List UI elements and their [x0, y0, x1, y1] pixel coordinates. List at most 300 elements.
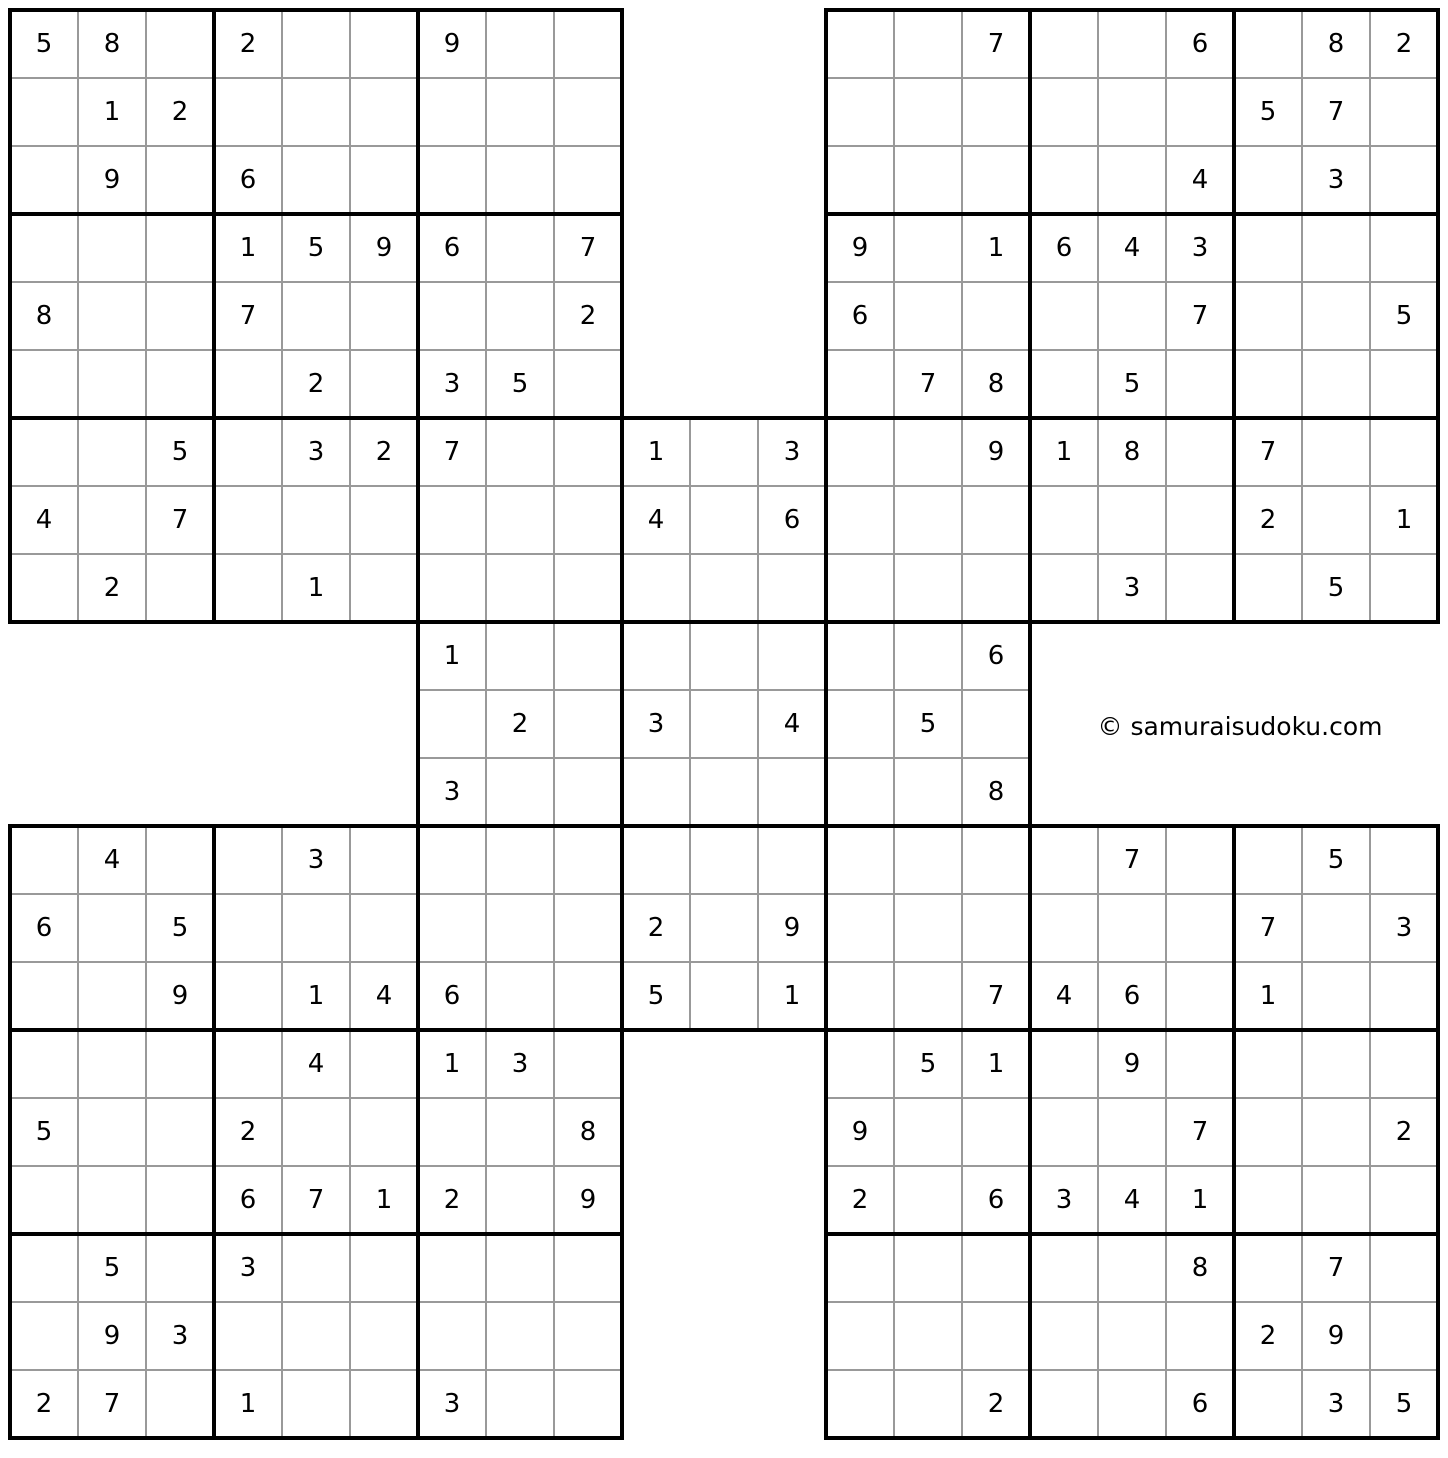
- empty-cell[interactable]: [554, 622, 622, 690]
- empty-cell[interactable]: [350, 1302, 418, 1370]
- empty-cell[interactable]: [758, 758, 826, 826]
- empty-cell[interactable]: [554, 1370, 622, 1438]
- given-digit-cell: 2: [1395, 29, 1413, 59]
- empty-cell[interactable]: [962, 554, 1030, 622]
- given-digit-cell: 7: [307, 1185, 325, 1215]
- empty-cell[interactable]: [894, 622, 962, 690]
- empty-cell[interactable]: [282, 282, 350, 350]
- empty-cell[interactable]: [1030, 350, 1098, 418]
- empty-cell[interactable]: [1370, 1166, 1438, 1234]
- empty-cell[interactable]: [282, 10, 350, 78]
- empty-cell[interactable]: [282, 486, 350, 554]
- given-digit-cell: 2: [443, 1185, 461, 1215]
- empty-cell[interactable]: [146, 1098, 214, 1166]
- empty-cell[interactable]: [1234, 214, 1302, 282]
- empty-cell[interactable]: [622, 554, 690, 622]
- empty-cell[interactable]: [962, 1234, 1030, 1302]
- empty-cell[interactable]: [1234, 1098, 1302, 1166]
- empty-cell[interactable]: [78, 214, 146, 282]
- empty-cell[interactable]: [1370, 418, 1438, 486]
- given-digit-cell: 1: [987, 1049, 1005, 1079]
- empty-cell[interactable]: [554, 486, 622, 554]
- empty-cell[interactable]: [554, 146, 622, 214]
- empty-cell[interactable]: [826, 1030, 894, 1098]
- empty-cell[interactable]: [1234, 1234, 1302, 1302]
- given-digit-cell: 3: [443, 1389, 461, 1419]
- empty-cell[interactable]: [962, 826, 1030, 894]
- empty-cell[interactable]: [962, 146, 1030, 214]
- empty-cell[interactable]: [214, 554, 282, 622]
- given-digit-cell: 4: [307, 1049, 325, 1079]
- empty-cell[interactable]: [146, 146, 214, 214]
- empty-cell[interactable]: [894, 1302, 962, 1370]
- empty-cell[interactable]: [418, 486, 486, 554]
- empty-cell[interactable]: [282, 894, 350, 962]
- empty-cell[interactable]: [894, 826, 962, 894]
- given-digit-cell: 3: [1327, 165, 1345, 195]
- empty-cell[interactable]: [1370, 962, 1438, 1030]
- given-digit-cell: 6: [443, 233, 461, 263]
- empty-cell[interactable]: [1370, 1030, 1438, 1098]
- given-digit-cell: 2: [647, 913, 665, 943]
- given-digit-cell: 5: [1395, 301, 1413, 331]
- empty-cell[interactable]: [1166, 962, 1234, 1030]
- empty-cell[interactable]: [690, 486, 758, 554]
- empty-cell[interactable]: [894, 214, 962, 282]
- given-digit-cell: 2: [35, 1389, 53, 1419]
- empty-cell[interactable]: [350, 554, 418, 622]
- empty-cell[interactable]: [146, 282, 214, 350]
- empty-cell[interactable]: [282, 1234, 350, 1302]
- empty-cell[interactable]: [894, 1166, 962, 1234]
- empty-cell[interactable]: [1302, 214, 1370, 282]
- empty-cell[interactable]: [418, 1098, 486, 1166]
- empty-cell[interactable]: [1098, 1302, 1166, 1370]
- empty-cell[interactable]: [10, 418, 78, 486]
- empty-cell[interactable]: [214, 826, 282, 894]
- empty-cell[interactable]: [282, 1098, 350, 1166]
- empty-cell[interactable]: [1234, 1166, 1302, 1234]
- empty-cell[interactable]: [826, 554, 894, 622]
- empty-cell[interactable]: [1370, 1234, 1438, 1302]
- empty-cell[interactable]: [1030, 146, 1098, 214]
- given-digit-cell: 3: [171, 1321, 189, 1351]
- given-digit-cell: 9: [851, 1117, 869, 1147]
- empty-cell[interactable]: [350, 146, 418, 214]
- empty-cell[interactable]: [690, 894, 758, 962]
- empty-cell[interactable]: [1234, 826, 1302, 894]
- empty-cell[interactable]: [1030, 282, 1098, 350]
- given-digit-cell: 2: [1395, 1117, 1413, 1147]
- given-digit-cell: 9: [579, 1185, 597, 1215]
- empty-cell[interactable]: [78, 1098, 146, 1166]
- empty-cell[interactable]: [690, 962, 758, 1030]
- empty-cell[interactable]: [690, 418, 758, 486]
- empty-cell[interactable]: [894, 758, 962, 826]
- given-digit-cell: 9: [1123, 1049, 1141, 1079]
- given-digit-cell: 2: [103, 573, 121, 603]
- given-digit-cell: 5: [647, 981, 665, 1011]
- empty-cell[interactable]: [486, 486, 554, 554]
- empty-cell[interactable]: [1166, 350, 1234, 418]
- empty-cell[interactable]: [10, 1030, 78, 1098]
- empty-cell[interactable]: [826, 146, 894, 214]
- empty-cell[interactable]: [1166, 78, 1234, 146]
- empty-cell[interactable]: [78, 282, 146, 350]
- empty-cell[interactable]: [1030, 78, 1098, 146]
- empty-cell[interactable]: [78, 350, 146, 418]
- empty-cell[interactable]: [1370, 1302, 1438, 1370]
- empty-cell[interactable]: [350, 1030, 418, 1098]
- empty-cell[interactable]: [894, 486, 962, 554]
- empty-cell[interactable]: [486, 1098, 554, 1166]
- given-digit-cell: 9: [103, 1321, 121, 1351]
- given-digit-cell: 2: [987, 1389, 1005, 1419]
- given-digit-cell: 9: [103, 165, 121, 195]
- empty-cell[interactable]: [146, 1370, 214, 1438]
- empty-cell[interactable]: [418, 1302, 486, 1370]
- empty-cell[interactable]: [1166, 1030, 1234, 1098]
- empty-cell[interactable]: [1370, 146, 1438, 214]
- empty-cell[interactable]: [1370, 78, 1438, 146]
- empty-cell[interactable]: [350, 350, 418, 418]
- given-digit-cell: 7: [919, 369, 937, 399]
- empty-cell[interactable]: [1098, 486, 1166, 554]
- empty-cell[interactable]: [554, 554, 622, 622]
- empty-cell[interactable]: [1030, 1098, 1098, 1166]
- given-digit-cell: 3: [1327, 1389, 1345, 1419]
- empty-cell[interactable]: [1030, 554, 1098, 622]
- given-digit-cell: 6: [1191, 29, 1209, 59]
- given-digit-cell: 4: [1055, 981, 1073, 1011]
- empty-cell[interactable]: [554, 894, 622, 962]
- empty-cell[interactable]: [554, 826, 622, 894]
- empty-cell[interactable]: [826, 962, 894, 1030]
- empty-cell[interactable]: [962, 1302, 1030, 1370]
- empty-cell[interactable]: [1098, 146, 1166, 214]
- empty-cell[interactable]: [10, 350, 78, 418]
- empty-cell[interactable]: [1302, 418, 1370, 486]
- empty-cell[interactable]: [894, 1098, 962, 1166]
- empty-cell[interactable]: [1166, 894, 1234, 962]
- given-digit-cell: 3: [1123, 573, 1141, 603]
- empty-cell[interactable]: [486, 78, 554, 146]
- empty-cell[interactable]: [1030, 486, 1098, 554]
- empty-cell[interactable]: [894, 1370, 962, 1438]
- empty-cell[interactable]: [894, 1234, 962, 1302]
- empty-cell[interactable]: [282, 146, 350, 214]
- given-digit-cell: 2: [579, 301, 597, 331]
- empty-cell[interactable]: [10, 1166, 78, 1234]
- empty-cell[interactable]: [1302, 350, 1370, 418]
- empty-cell[interactable]: [350, 282, 418, 350]
- empty-cell[interactable]: [1030, 894, 1098, 962]
- empty-cell[interactable]: [146, 554, 214, 622]
- empty-cell[interactable]: [10, 826, 78, 894]
- empty-cell[interactable]: [554, 350, 622, 418]
- empty-cell[interactable]: [214, 486, 282, 554]
- empty-cell[interactable]: [962, 282, 1030, 350]
- empty-cell[interactable]: [894, 554, 962, 622]
- given-digit-cell: 3: [443, 369, 461, 399]
- empty-cell[interactable]: [622, 758, 690, 826]
- given-digit-cell: 1: [307, 573, 325, 603]
- given-digit-cell: 1: [239, 233, 257, 263]
- empty-cell[interactable]: [350, 78, 418, 146]
- empty-cell[interactable]: [554, 758, 622, 826]
- empty-cell[interactable]: [486, 214, 554, 282]
- empty-cell[interactable]: [10, 1302, 78, 1370]
- empty-cell[interactable]: [146, 214, 214, 282]
- empty-cell[interactable]: [350, 10, 418, 78]
- empty-cell[interactable]: [1030, 1370, 1098, 1438]
- empty-cell[interactable]: [554, 1302, 622, 1370]
- empty-cell[interactable]: [486, 1234, 554, 1302]
- empty-cell[interactable]: [282, 1302, 350, 1370]
- empty-cell[interactable]: [894, 78, 962, 146]
- empty-cell[interactable]: [350, 1370, 418, 1438]
- given-digit-cell: 8: [103, 29, 121, 59]
- empty-cell[interactable]: [146, 1166, 214, 1234]
- empty-cell[interactable]: [350, 486, 418, 554]
- empty-cell[interactable]: [1302, 282, 1370, 350]
- empty-cell[interactable]: [826, 78, 894, 146]
- given-digit-cell: 7: [1123, 845, 1141, 875]
- empty-cell[interactable]: [418, 826, 486, 894]
- empty-cell[interactable]: [486, 1370, 554, 1438]
- empty-cell[interactable]: [826, 894, 894, 962]
- empty-cell[interactable]: [1302, 486, 1370, 554]
- empty-cell[interactable]: [10, 78, 78, 146]
- empty-cell[interactable]: [214, 78, 282, 146]
- empty-cell[interactable]: [1098, 1370, 1166, 1438]
- given-digit-cell: 7: [239, 301, 257, 331]
- empty-cell[interactable]: [1166, 418, 1234, 486]
- given-digit-cell: 8: [579, 1117, 597, 1147]
- empty-cell[interactable]: [962, 78, 1030, 146]
- empty-cell[interactable]: [78, 894, 146, 962]
- empty-cell[interactable]: [826, 418, 894, 486]
- given-digit-cell: 5: [1123, 369, 1141, 399]
- empty-cell[interactable]: [690, 690, 758, 758]
- given-digit-cell: 2: [375, 437, 393, 467]
- empty-cell[interactable]: [1166, 486, 1234, 554]
- empty-cell[interactable]: [826, 350, 894, 418]
- empty-cell[interactable]: [214, 1030, 282, 1098]
- empty-cell[interactable]: [554, 1234, 622, 1302]
- empty-cell[interactable]: [1370, 350, 1438, 418]
- empty-cell[interactable]: [826, 1370, 894, 1438]
- empty-cell[interactable]: [758, 826, 826, 894]
- empty-cell[interactable]: [486, 1166, 554, 1234]
- given-digit-cell: 6: [1123, 981, 1141, 1011]
- empty-cell[interactable]: [1302, 1166, 1370, 1234]
- empty-cell[interactable]: [146, 350, 214, 418]
- empty-cell[interactable]: [826, 1234, 894, 1302]
- empty-cell[interactable]: [1234, 282, 1302, 350]
- empty-cell[interactable]: [78, 1030, 146, 1098]
- empty-cell[interactable]: [690, 622, 758, 690]
- empty-cell[interactable]: [10, 146, 78, 214]
- empty-cell[interactable]: [418, 78, 486, 146]
- empty-cell[interactable]: [418, 282, 486, 350]
- empty-cell[interactable]: [622, 622, 690, 690]
- empty-cell[interactable]: [1234, 10, 1302, 78]
- empty-cell[interactable]: [486, 418, 554, 486]
- empty-cell[interactable]: [78, 962, 146, 1030]
- given-digit-cell: 8: [1191, 1253, 1209, 1283]
- empty-cell[interactable]: [962, 690, 1030, 758]
- empty-cell[interactable]: [826, 622, 894, 690]
- empty-cell[interactable]: [894, 10, 962, 78]
- empty-cell[interactable]: [1166, 1302, 1234, 1370]
- empty-cell[interactable]: [10, 1234, 78, 1302]
- empty-cell[interactable]: [622, 826, 690, 894]
- empty-cell[interactable]: [1098, 1098, 1166, 1166]
- empty-cell[interactable]: [418, 1234, 486, 1302]
- empty-cell[interactable]: [1302, 1098, 1370, 1166]
- given-digit-cell: 7: [443, 437, 461, 467]
- empty-cell[interactable]: [690, 758, 758, 826]
- empty-cell[interactable]: [486, 146, 554, 214]
- empty-cell[interactable]: [1302, 1030, 1370, 1098]
- empty-cell[interactable]: [418, 554, 486, 622]
- empty-cell[interactable]: [486, 282, 554, 350]
- given-digit-cell: 5: [171, 913, 189, 943]
- empty-cell[interactable]: [1098, 10, 1166, 78]
- empty-cell[interactable]: [146, 826, 214, 894]
- empty-cell[interactable]: [1166, 826, 1234, 894]
- empty-cell[interactable]: [894, 282, 962, 350]
- empty-cell[interactable]: [1030, 1234, 1098, 1302]
- empty-cell[interactable]: [282, 78, 350, 146]
- empty-cell[interactable]: [758, 554, 826, 622]
- given-digit-cell: 1: [307, 981, 325, 1011]
- empty-cell[interactable]: [486, 554, 554, 622]
- empty-cell[interactable]: [826, 758, 894, 826]
- empty-cell[interactable]: [690, 554, 758, 622]
- empty-cell[interactable]: [962, 894, 1030, 962]
- empty-cell[interactable]: [1030, 10, 1098, 78]
- empty-cell[interactable]: [78, 1166, 146, 1234]
- empty-cell[interactable]: [1370, 554, 1438, 622]
- given-digit-cell: 3: [307, 845, 325, 875]
- empty-cell[interactable]: [78, 418, 146, 486]
- empty-cell[interactable]: [214, 350, 282, 418]
- empty-cell[interactable]: [1234, 554, 1302, 622]
- given-digit-cell: 1: [1055, 437, 1073, 467]
- given-digit-cell: 7: [987, 981, 1005, 1011]
- given-digit-cell: 1: [987, 233, 1005, 263]
- empty-cell[interactable]: [894, 146, 962, 214]
- empty-cell[interactable]: [1098, 894, 1166, 962]
- empty-cell[interactable]: [214, 894, 282, 962]
- empty-cell[interactable]: [826, 826, 894, 894]
- empty-cell[interactable]: [486, 758, 554, 826]
- empty-cell[interactable]: [1030, 826, 1098, 894]
- empty-cell[interactable]: [214, 962, 282, 1030]
- given-digit-cell: 9: [783, 913, 801, 943]
- empty-cell[interactable]: [962, 486, 1030, 554]
- empty-cell[interactable]: [10, 214, 78, 282]
- given-digit-cell: 5: [919, 1049, 937, 1079]
- empty-cell[interactable]: [1030, 1030, 1098, 1098]
- empty-cell[interactable]: [1098, 282, 1166, 350]
- empty-cell[interactable]: [758, 622, 826, 690]
- empty-cell[interactable]: [554, 418, 622, 486]
- empty-cell[interactable]: [1234, 146, 1302, 214]
- empty-cell[interactable]: [486, 894, 554, 962]
- given-digit-cell: 3: [783, 437, 801, 467]
- empty-cell[interactable]: [826, 690, 894, 758]
- empty-cell[interactable]: [826, 10, 894, 78]
- empty-cell[interactable]: [826, 1302, 894, 1370]
- empty-cell[interactable]: [1302, 894, 1370, 962]
- given-digit-cell: 7: [1327, 97, 1345, 127]
- empty-cell[interactable]: [486, 10, 554, 78]
- empty-cell[interactable]: [486, 962, 554, 1030]
- empty-cell[interactable]: [78, 486, 146, 554]
- empty-cell[interactable]: [282, 1370, 350, 1438]
- empty-cell[interactable]: [146, 1030, 214, 1098]
- empty-cell[interactable]: [486, 1302, 554, 1370]
- empty-cell[interactable]: [1098, 1234, 1166, 1302]
- empty-cell[interactable]: [826, 486, 894, 554]
- empty-cell[interactable]: [1302, 962, 1370, 1030]
- empty-cell[interactable]: [418, 894, 486, 962]
- given-digit-cell: 9: [443, 29, 461, 59]
- empty-cell[interactable]: [214, 1302, 282, 1370]
- empty-cell[interactable]: [554, 962, 622, 1030]
- empty-cell[interactable]: [486, 622, 554, 690]
- empty-cell[interactable]: [486, 826, 554, 894]
- given-digit-cell: 3: [1395, 913, 1413, 943]
- empty-cell[interactable]: [146, 10, 214, 78]
- empty-cell[interactable]: [1370, 214, 1438, 282]
- empty-cell[interactable]: [554, 690, 622, 758]
- empty-cell[interactable]: [10, 962, 78, 1030]
- empty-cell[interactable]: [1234, 1030, 1302, 1098]
- empty-cell[interactable]: [1234, 350, 1302, 418]
- empty-cell[interactable]: [1234, 1370, 1302, 1438]
- empty-cell[interactable]: [1166, 554, 1234, 622]
- empty-cell[interactable]: [350, 1234, 418, 1302]
- empty-cell[interactable]: [418, 146, 486, 214]
- empty-cell[interactable]: [690, 826, 758, 894]
- empty-cell[interactable]: [962, 1098, 1030, 1166]
- given-digit-cell: 8: [987, 369, 1005, 399]
- given-digit-cell: 8: [1327, 29, 1345, 59]
- empty-cell[interactable]: [350, 894, 418, 962]
- empty-cell[interactable]: [214, 418, 282, 486]
- empty-cell[interactable]: [1370, 826, 1438, 894]
- empty-cell[interactable]: [894, 894, 962, 962]
- given-digit-cell: 5: [1327, 573, 1345, 603]
- empty-cell[interactable]: [554, 1030, 622, 1098]
- given-digit-cell: 1: [375, 1185, 393, 1215]
- empty-cell[interactable]: [350, 826, 418, 894]
- empty-cell[interactable]: [146, 1234, 214, 1302]
- empty-cell[interactable]: [418, 690, 486, 758]
- empty-cell[interactable]: [1030, 1302, 1098, 1370]
- empty-cell[interactable]: [1098, 78, 1166, 146]
- empty-cell[interactable]: [894, 418, 962, 486]
- empty-cell[interactable]: [10, 554, 78, 622]
- empty-cell[interactable]: [554, 78, 622, 146]
- empty-cell[interactable]: [350, 1098, 418, 1166]
- empty-cell[interactable]: [554, 10, 622, 78]
- empty-cell[interactable]: [894, 962, 962, 1030]
